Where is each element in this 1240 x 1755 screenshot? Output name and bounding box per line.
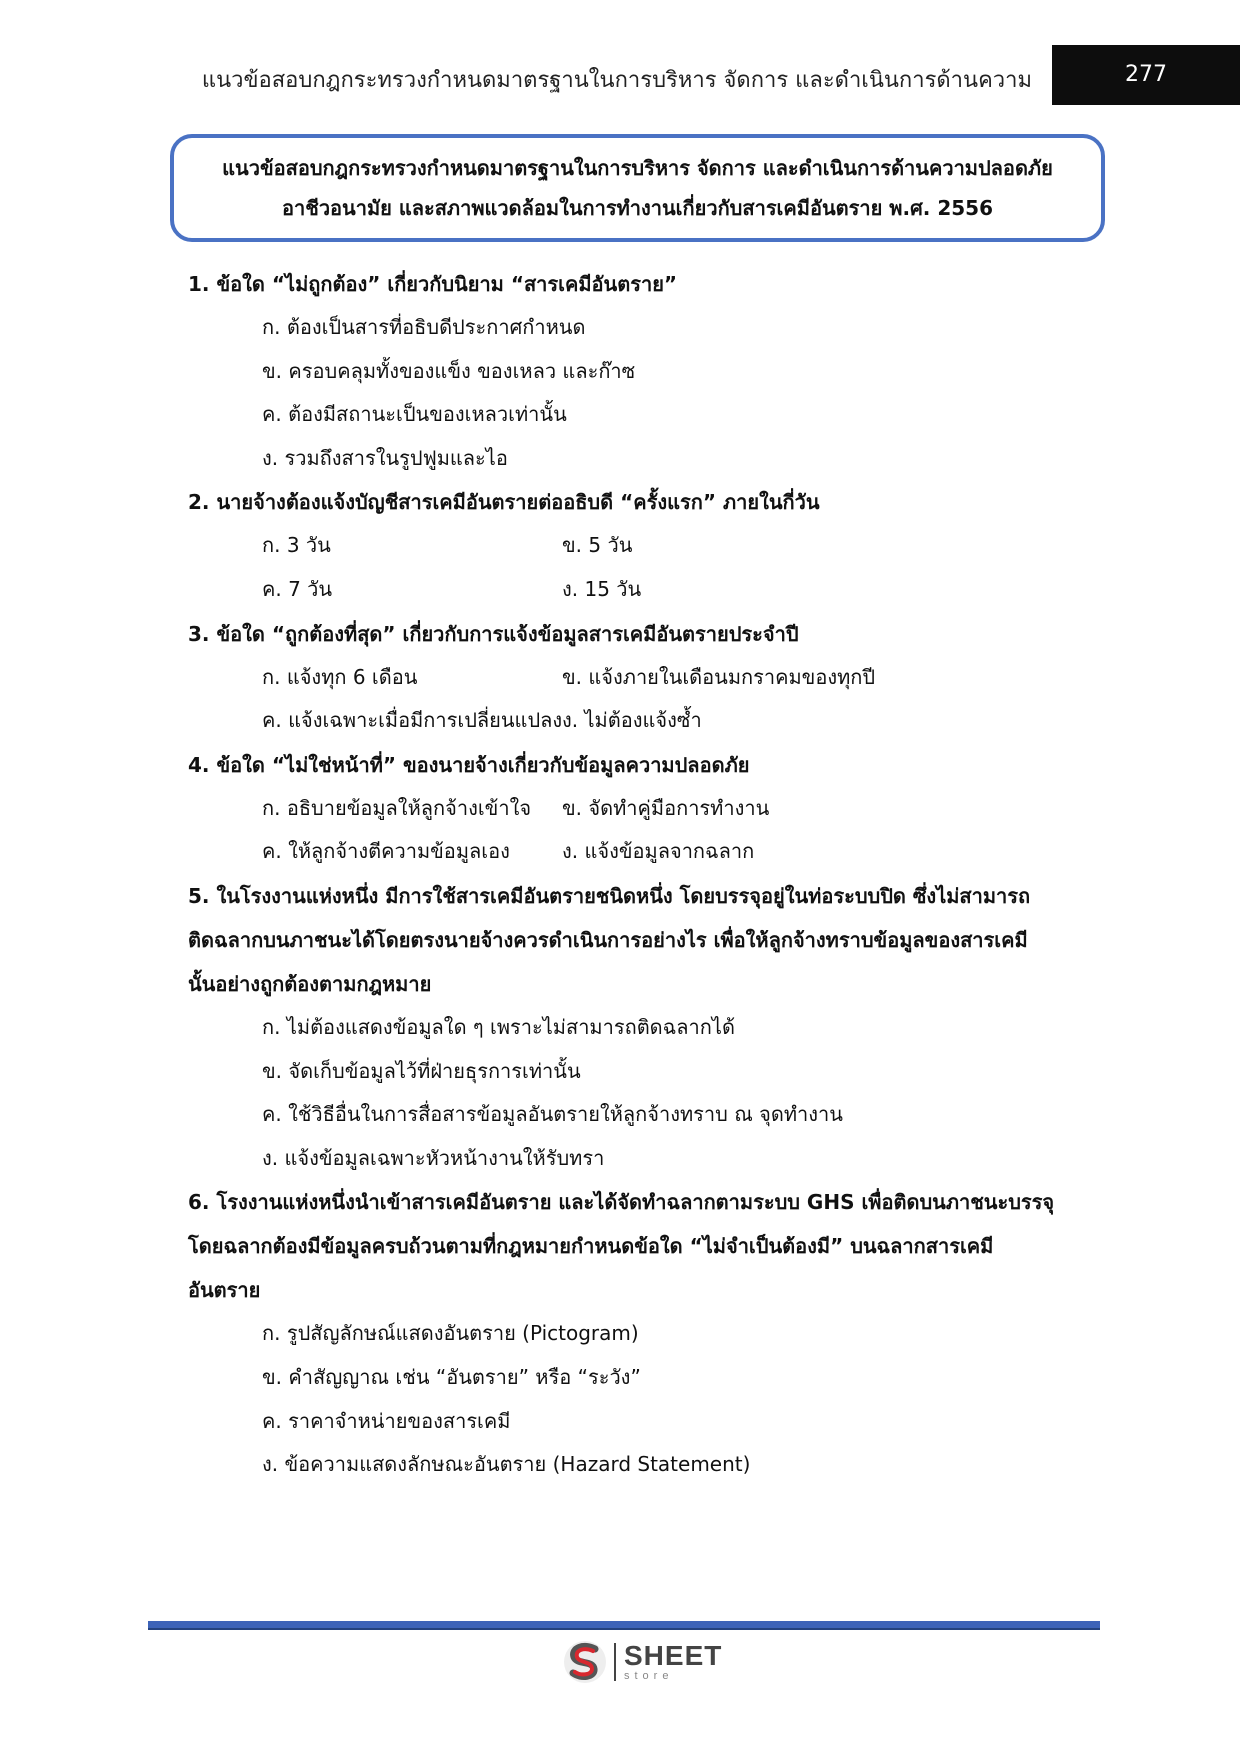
option-b: ข. 5 วัน	[562, 533, 633, 558]
question-5	[188, 874, 1093, 1180]
option-c: ค. ใช้วิธีอื่นในการสื่อสารข้อมูลอันตรายให้ลูกจ้างทราบ ณ จุดทำงาน	[262, 1102, 843, 1127]
option-d: ง. ไม่ต้องแจ้งซ้ำ	[562, 708, 702, 733]
option-a: ก. ต้องเป็นสารที่อธิบดีประกาศกำหนด	[262, 315, 586, 339]
option-b: ข. คำสัญญาณ เช่น “อันตราย” หรือ “ระวัง”	[262, 1364, 641, 1389]
option-b: ข. จัดทำคู่มือการทำงาน	[562, 795, 770, 820]
logo-main-text: SHEET	[624, 1640, 723, 1671]
option-b: ข. ครอบคลุมทั้งของแข็ง ของเหลว และก๊าซ	[262, 358, 636, 383]
question-list	[188, 262, 1093, 1487]
option-row	[188, 656, 1093, 700]
question-1	[188, 262, 1093, 480]
option-row	[188, 699, 1093, 743]
option-d: ง. แจ้งข้อมูลจากฉลาก	[562, 839, 755, 864]
question-4	[188, 743, 1093, 874]
question-text: 2. นายจ้างต้องแจ้งบัญชีสารเคมีอันตรายต่ออธิบดี “ครั้งแรก” ภายในกี่วัน	[188, 490, 820, 515]
option-d: ง. 15 วัน	[562, 576, 642, 601]
question-text: 4. ข้อใด “ไม่ใช่หน้าที่” ของนายจ้างเกี่ยวกับข้อมูลความปลอดภัย	[188, 752, 750, 777]
document-title-box	[170, 134, 1105, 242]
logo-wordmark	[624, 1642, 722, 1682]
option-c: ค. 7 วัน	[262, 576, 333, 601]
question-text-line-1: 6. โรงงานแห่งหนึ่งนำเข้าสารเคมีอันตราย และได้จัดทำฉลากตามระบบ GHS เพื่อติดบนภาชนะบรรจุ	[188, 1190, 1055, 1215]
option-a: ก. รูปสัญลักษณ์แสดงอันตราย (Pictogram)	[262, 1321, 639, 1346]
option-a: ก. แจ้งทุก 6 เดือน	[262, 664, 418, 689]
question-text-line-2: โดยฉลากต้องมีข้อมูลครบถ้วนตามที่กฎหมายกำหนดข้อใด “ไม่จำเป็นต้องมี” บนฉลากสารเคมี	[188, 1234, 994, 1259]
title-line-2: อาชีวอนามัย และสภาพแวดล้อมในการทำงานเกี่ยวกับสารเคมีอันตราย พ.ศ. 2556	[282, 196, 993, 220]
option-row	[188, 524, 1093, 568]
option-c: ค. ต้องมีสถานะเป็นของเหลวเท่านั้น	[262, 402, 567, 427]
option-d: ง. รวมถึงสารในรูปฟูมและไอ	[262, 445, 508, 470]
question-text-line-3: อันตราย	[188, 1278, 261, 1303]
question-text-line-3: นั้นอย่างถูกต้องตามกฎหมาย	[188, 971, 432, 996]
option-d: ง. ข้อความแสดงลักษณะอันตราย (Hazard Statement)	[262, 1452, 751, 1477]
option-d: ง. แจ้งข้อมูลเฉพาะหัวหน้างานให้รับทรา	[262, 1145, 605, 1170]
sheet-store-logo	[562, 1637, 722, 1687]
question-2	[188, 480, 1093, 611]
option-c: ค. ให้ลูกจ้างตีความข้อมูลเอง	[262, 839, 510, 864]
title-line-1: แนวข้อสอบกฎกระทรวงกำหนดมาตรฐานในการบริหาร จัดการ และดำเนินการด้านความปลอดภัย	[222, 156, 1053, 180]
logo-s-icon	[562, 1639, 608, 1685]
logo-sub-text: store	[624, 1670, 674, 1682]
option-a: ก. อธิบายข้อมูลให้ลูกจ้างเข้าใจ	[262, 795, 532, 820]
logo-separator	[614, 1643, 616, 1681]
option-a: ก. 3 วัน	[262, 533, 331, 558]
option-a: ก. ไม่ต้องแสดงข้อมูลใด ๆ เพราะไม่สามารถติดฉลากได้	[262, 1014, 735, 1039]
running-header: แนวข้อสอบกฎกระทรวงกำหนดมาตรฐานในการบริหาร จัดการ และดำเนินการด้านความ	[201, 68, 1032, 93]
question-text: 1. ข้อใด “ไม่ถูกต้อง” เกี่ยวกับนิยาม “สารเคมีอันตราย”	[188, 272, 678, 296]
question-3	[188, 612, 1093, 743]
footer-divider	[148, 1621, 1100, 1630]
option-row	[188, 568, 1093, 612]
option-row	[188, 787, 1093, 831]
option-c: ค. ราคาจำหน่ายของสารเคมี	[262, 1408, 511, 1433]
page-number: 277	[1052, 45, 1240, 105]
option-b: ข. แจ้งภายในเดือนมกราคมของทุกปี	[562, 664, 876, 689]
question-text: 3. ข้อใด “ถูกต้องที่สุด” เกี่ยวกับการแจ้งข้อมูลสารเคมีอันตรายประจำปี	[188, 621, 799, 646]
question-6	[188, 1180, 1093, 1486]
option-c: ค. แจ้งเฉพาะเมื่อมีการเปลี่ยนแปลง	[262, 708, 563, 733]
question-text-line-1: 5. ในโรงงานแห่งหนึ่ง มีการใช้สารเคมีอันตรายชนิดหนึ่ง โดยบรรจุอยู่ในท่อระบบปิด ซึ่งไม่สามารถ	[188, 883, 1031, 908]
question-text-line-2: ติดฉลากบนภาชนะได้โดยตรงนายจ้างควรดำเนินการอย่างไร เพื่อให้ลูกจ้างทราบข้อมูลของสารเคมี	[188, 927, 1028, 952]
option-row	[188, 830, 1093, 874]
option-b: ข. จัดเก็บข้อมูลไว้ที่ฝ่ายธุรการเท่านั้น	[262, 1058, 581, 1083]
